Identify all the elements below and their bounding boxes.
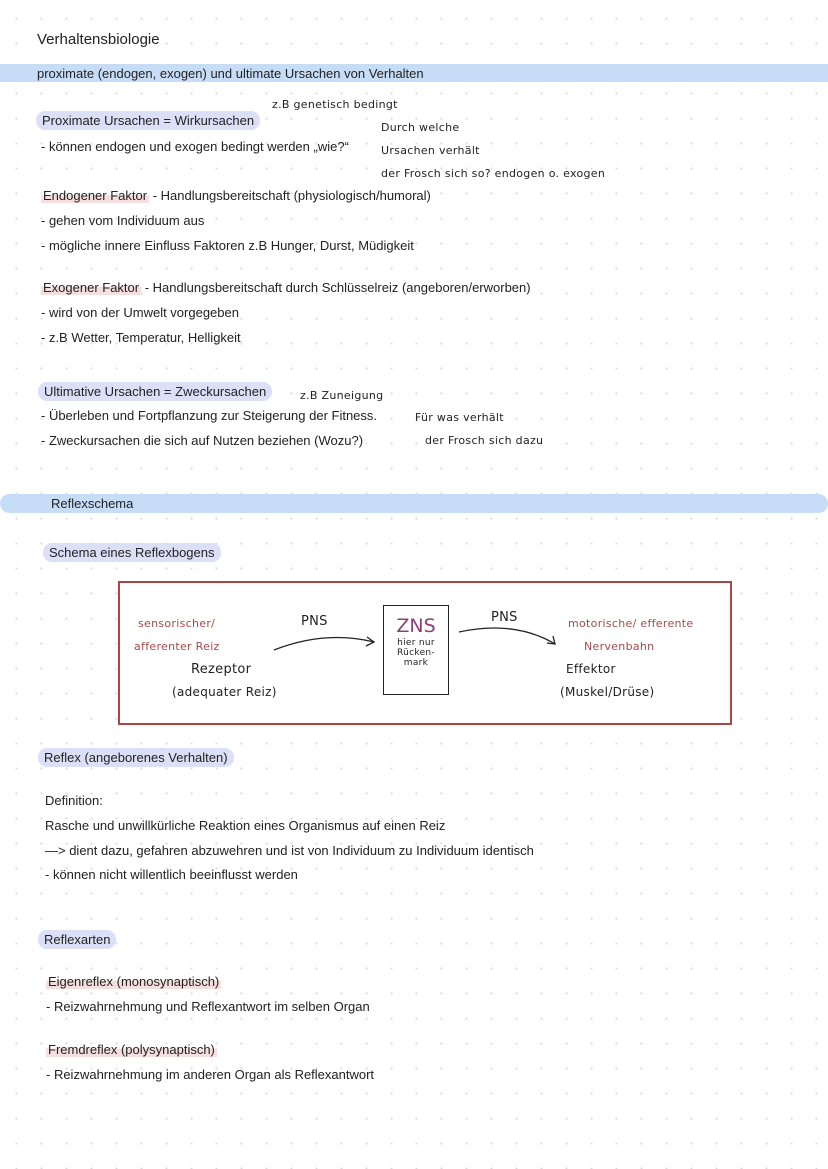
exogen-key: Exogener Faktor	[43, 280, 140, 295]
ultimate-item: - Zweckursachen die sich auf Nutzen beziehen (Wozu?)	[41, 433, 364, 448]
endogen-heading	[41, 188, 431, 203]
definition-line: Rasche und unwillkürliche Reaktion eines Organismus auf einen Reiz	[45, 818, 446, 833]
definition-label: Definition:	[45, 793, 103, 808]
label-adequater-reiz: (adequater Reiz)	[172, 685, 277, 699]
proximate-heading: Proximate Ursachen = Wirkursachen	[36, 111, 260, 130]
ultimate-item: - Überleben und Fortpflanzung zur Steigerung der Fitness.	[41, 408, 378, 423]
endogen-desc: - Handlungsbereitschaft (physiologisch/humoral)	[149, 188, 431, 203]
reflex-heading: Reflex (angeborenes Verhalten)	[38, 748, 234, 767]
eigenreflex-title	[46, 974, 221, 989]
exogen-item: - z.B Wetter, Temperatur, Helligkeit	[41, 330, 241, 345]
handnote-proximate-3: der Frosch sich so? endogen o. exogen	[381, 167, 606, 180]
section-title-causes: proximate (endogen, exogen) und ultimate Ursachen von Verhalten	[37, 66, 424, 81]
label-sensorisch: sensorischer/	[138, 617, 216, 630]
definition-line: —> dient dazu, gefahren abzuwehren und ist von Individuum zu Individuum identisch	[45, 843, 534, 858]
label-motorisch: motorische/ efferente	[568, 617, 694, 630]
fremdreflex-title-text: Fremdreflex (polysynaptisch)	[48, 1042, 215, 1057]
handnote-proximate-1: Durch welche	[381, 121, 460, 134]
handnote-ultimate-2: der Frosch sich dazu	[425, 434, 544, 447]
arrow-pns-right-icon	[455, 622, 565, 652]
label-pns-left: PNS	[301, 614, 328, 629]
fremdreflex-title	[46, 1042, 217, 1057]
label-nervenbahn: Nervenbahn	[584, 640, 655, 653]
handnote-genetisch: z.B genetisch bedingt	[272, 98, 398, 111]
label-pns-right: PNS	[491, 610, 518, 625]
eigenreflex-title-text: Eigenreflex (monosynaptisch)	[48, 974, 220, 989]
endogen-item: - gehen vom Individuum aus	[41, 213, 205, 228]
endogen-item: - mögliche innere Einfluss Faktoren z.B Hunger, Durst, Müdigkeit	[41, 238, 414, 253]
section-title-reflexschema: Reflexschema	[51, 496, 134, 511]
endogen-key: Endogener Faktor	[43, 188, 148, 203]
ultimate-heading: Ultimative Ursachen = Zweckursachen	[38, 382, 272, 401]
page-title: Verhaltensbiologie	[37, 31, 160, 48]
label-muskel-druese: (Muskel/Drüse)	[560, 685, 655, 699]
schema-heading: Schema eines Reflexbogens	[43, 543, 221, 562]
definition-line: - können nicht willentlich beeinflusst werden	[45, 867, 298, 882]
fremdreflex-line: - Reizwahrnehmung im anderen Organ als Reflexantwort	[46, 1067, 375, 1082]
zns-note: hier nur	[397, 638, 435, 648]
zns-box	[383, 605, 449, 695]
zns-note: Rücken-	[397, 648, 435, 658]
exogen-item: - wird von der Umwelt vorgegeben	[41, 305, 239, 320]
arrow-pns-left-icon	[270, 628, 380, 658]
handnote-zuneigung: z.B Zuneigung	[300, 389, 384, 402]
handnote-proximate-2: Ursachen verhält	[381, 144, 480, 157]
exogen-heading	[41, 280, 531, 295]
exogen-desc: - Handlungsbereitschaft durch Schlüsselreiz (angeboren/erworben)	[141, 280, 531, 295]
zns-title: ZNS	[396, 615, 436, 637]
eigenreflex-line: - Reizwahrnehmung und Reflexantwort im selben Organ	[46, 999, 370, 1014]
label-rezeptor: Rezeptor	[191, 662, 252, 677]
label-effektor: Effektor	[566, 662, 616, 676]
handnote-ultimate-1: Für was verhält	[415, 411, 504, 424]
proximate-line: - können endogen und exogen bedingt werden „wie?“	[41, 139, 349, 154]
reflexarten-heading: Reflexarten	[38, 930, 116, 949]
label-afferenter-reiz: afferenter Reiz	[134, 640, 220, 653]
zns-note: mark	[403, 658, 429, 668]
